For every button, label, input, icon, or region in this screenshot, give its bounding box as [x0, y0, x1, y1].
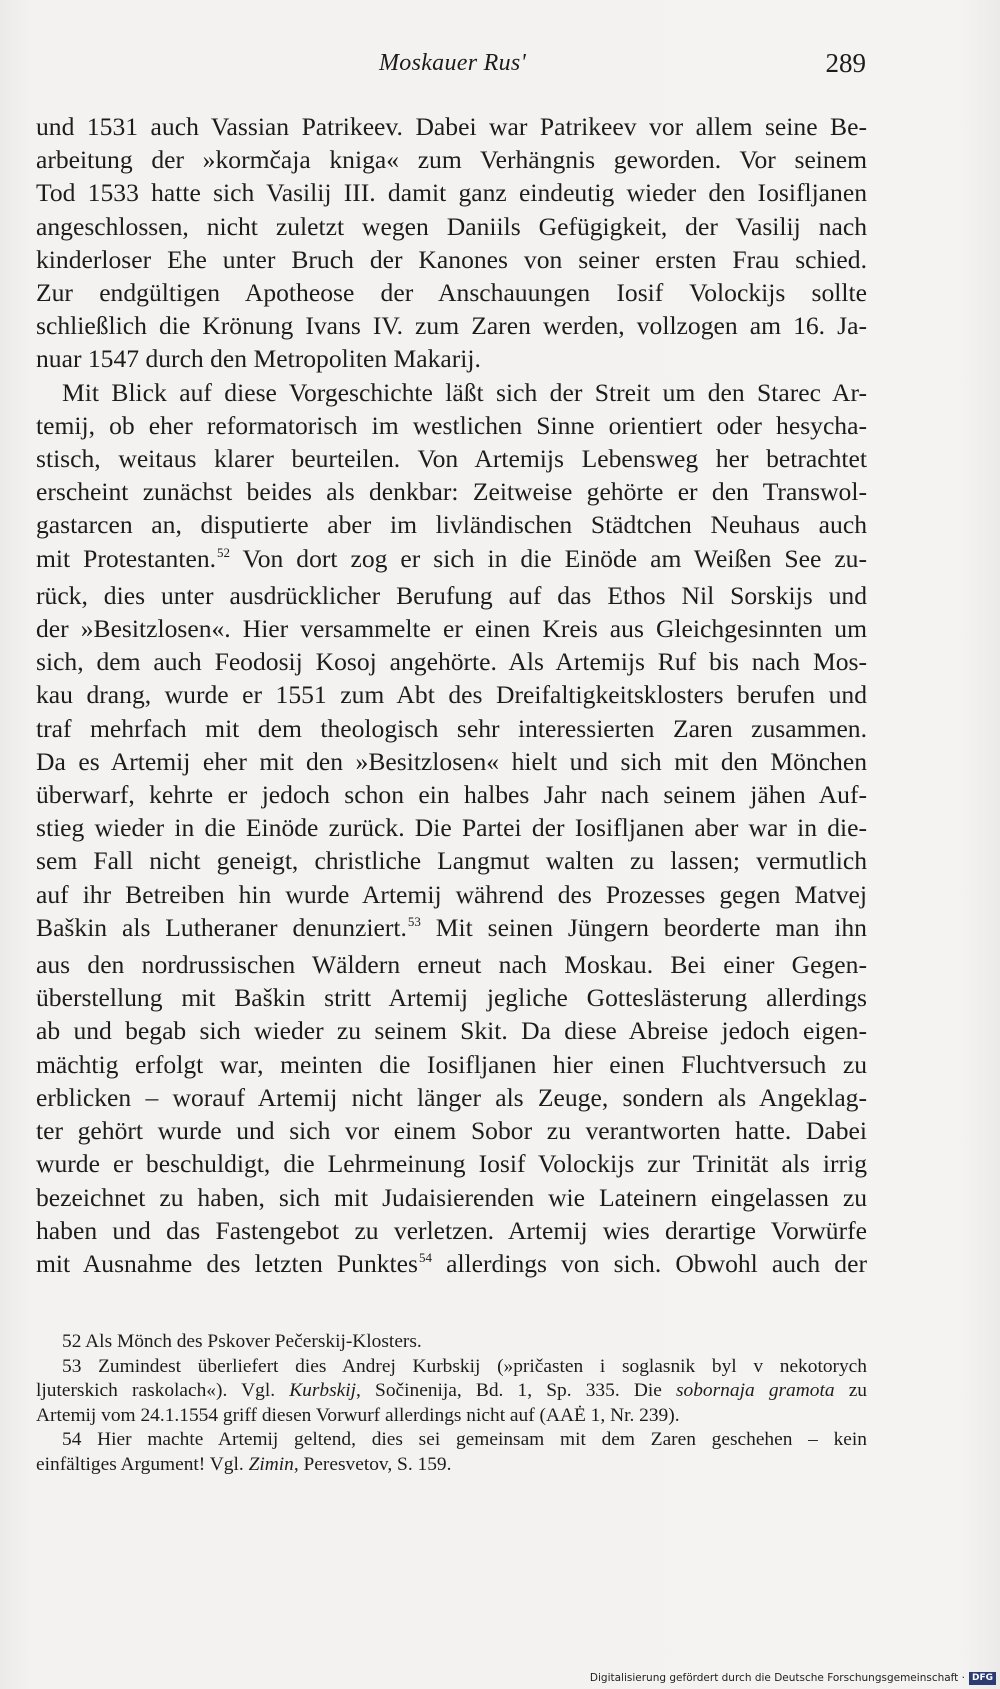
- text-line: gastarcen an, disputierte aber im livländischen Städtchen Neuhaus auch: [36, 510, 867, 540]
- text-line: traf mehrfach mit dem theologisch sehr interessierten Zaren zusammen.: [36, 713, 867, 743]
- text-line: nuar 1547 durch den Metropoliten Makarij.: [36, 344, 481, 374]
- text-line: kau drang, wurde er 1551 zum Abt des Dreifaltigkeitsklosters berufen und: [36, 680, 867, 710]
- text-line: erscheint zunächst beides als denkbar: Zeitweise gehörte er den Transwol-: [36, 477, 867, 507]
- text-line: Da es Artemij eher mit den »Besitzlosen« hielt und sich mit den Mönchen: [36, 746, 867, 776]
- text-line: mächtig erfolgt war, meinten die Iosifljanen hier einen Fluchtversuch zu: [36, 1049, 867, 1079]
- text-line: aus den nordrussischen Wäldern erneut nach Moskau. Bei einer Gegen-: [36, 950, 867, 980]
- text-segment: mit Ausnahme des letzten Punktes: [36, 1248, 418, 1278]
- text-line: ter gehört wurde und sich vor einem Sobor zu verantworten hatte. Dabei: [36, 1116, 867, 1146]
- text-line: [36, 911, 867, 948]
- text-line: arbeitung der »kormčaja kniga« zum Verhängnis geworden. Vor seinem: [36, 145, 867, 175]
- text-segment: allerdings von sich. Obwohl auch der: [446, 1248, 867, 1278]
- text-line: überwarf, kehrte er jedoch schon ein halbes Jahr nach seinem jähen Auf-: [36, 780, 867, 810]
- footnote-text: Als Mönch des Pskover Pečerskij-Klosters.: [85, 1331, 422, 1352]
- footnote-ref-52: 52: [217, 544, 231, 560]
- footnote-53-line: [36, 1355, 867, 1380]
- footnote-title: sobornaja gramota: [676, 1380, 835, 1402]
- footnote-53-line: Artemij vom 24.1.1554 griff diesen Vorwurf allerdings nicht auf (AAĖ 1, Nr. 239).: [36, 1404, 680, 1426]
- footnote-number: 52: [62, 1331, 82, 1352]
- text-segment: Von dort zog er sich in die Einöde am Weißen See zu-: [242, 543, 867, 573]
- text-segment: Mit seinen Jüngern beorderte man ihn: [435, 912, 867, 942]
- text-line: überstellung mit Baškin stritt Artemij jegliche Gotteslästerung allerdings: [36, 983, 867, 1013]
- footnote-text: , Peresvetov, S. 159.: [293, 1453, 452, 1475]
- text-segment: mit Protestanten.: [36, 543, 217, 573]
- text-line: und 1531 auch Vassian Patrikeev. Dabei war Patrikeev vor allem seine Be-: [36, 112, 867, 141]
- text-line: stisch, weitaus klarer beurteilen. Von Artemijs Lebensweg her betrachtet: [36, 444, 867, 474]
- text-line: [36, 1247, 867, 1284]
- text-line: ab und begab sich wieder zu seinem Skit. Da diese Abreise jedoch eigen-: [36, 1016, 867, 1046]
- footnote-text: , Sočinenija, Bd. 1, Sp. 335. Die: [356, 1380, 676, 1402]
- footnote-text: Hier machte Artemij geltend, dies sei gemeinsam mit dem Zaren geschehen – kein: [97, 1429, 867, 1451]
- text-line: der »Besitzlosen«. Hier versammelte er einen Kreis aus Gleichgesinnten um: [36, 614, 867, 644]
- footnote-ref-53: 53: [407, 913, 421, 929]
- footnote-text: ljuterskich raskolach«). Vgl.: [36, 1380, 290, 1402]
- text-line: wurde er beschuldigt, die Lehrmeinung Iosif Volockijs zur Trinität als irrig: [36, 1149, 867, 1179]
- footnote-author: Zimin: [248, 1453, 294, 1475]
- text-line: [36, 542, 867, 579]
- page-number: 289: [825, 48, 866, 78]
- footnote-text: zu: [834, 1380, 867, 1402]
- footnote-53-line: [36, 1379, 867, 1404]
- footnote-ref-54: 54: [418, 1249, 432, 1265]
- text-line: haben und das Fastengebot zu verletzen. Artemij wies derartige Vorwürfe: [36, 1215, 867, 1245]
- dfg-logo-icon: DFG: [969, 1672, 996, 1685]
- footnote-number: 53: [62, 1355, 82, 1377]
- text-line: angeschlossen, nicht zuletzt wegen Daniils Gefügigkeit, der Vasilij nach: [36, 211, 867, 241]
- digitization-footer: [526, 1667, 1000, 1689]
- text-line: schließlich die Krönung Ivans IV. zum Zaren werden, vollzogen am 16. Ja-: [36, 311, 867, 341]
- text-line: Mit Blick auf diese Vorgeschichte läßt sich der Streit um den Starec Ar-: [62, 377, 867, 407]
- text-line: stieg wieder in die Einöde zurück. Die Partei der Iosifljanen aber war in die-: [36, 813, 867, 843]
- footnotes: [36, 1330, 867, 1478]
- footnote-54-line: [36, 1428, 867, 1453]
- footnote-number: 54: [62, 1429, 82, 1451]
- text-segment: Baškin als Lutheraner denunziert.: [36, 912, 407, 942]
- text-line: rück, dies unter ausdrücklicher Berufung auf das Ethos Nil Sorskijs und: [36, 580, 867, 610]
- text-line: temij, ob eher reformatorisch im westlichen Sinne orientiert oder hesycha-: [36, 410, 867, 440]
- running-head: [36, 46, 866, 86]
- text-line: Zur endgültigen Apotheose der Anschauungen Iosif Volockijs sollte: [36, 278, 867, 308]
- text-line: auf ihr Betreiben hin wurde Artemij während des Prozesses gegen Matvej: [36, 879, 867, 909]
- body-text: [36, 110, 867, 1284]
- footnote-text: Zumindest überliefert dies Andrej Kurbskij (»pričasten i soglasnik byl v nekotorych: [98, 1355, 867, 1377]
- footnote-author: Kurbskij: [289, 1380, 357, 1402]
- running-title: Moskauer Rus': [379, 50, 527, 76]
- text-line: bezeichnet zu haben, sich mit Judaisierenden wie Lateinern eingelassen zu: [36, 1182, 867, 1212]
- footer-text: Digitalisierung gefördert durch die Deutsche Forschungsgemeinschaft ·: [589, 1672, 965, 1684]
- text-line: sem Fall nicht geneigt, christliche Langmut walten zu lassen; vermutlich: [36, 846, 867, 876]
- text-line: sich, dem auch Feodosij Kosoj angehörte. Als Artemijs Ruf bis nach Mos-: [36, 647, 867, 677]
- footnote-52: [36, 1330, 867, 1355]
- footnote-text: einfältiges Argument! Vgl.: [36, 1453, 249, 1475]
- text-line: kinderloser Ehe unter Bruch der Kanones von seiner ersten Frau schied.: [36, 244, 867, 274]
- text-line: erblicken – worauf Artemij nicht länger als Zeuge, sondern als Angeklag-: [36, 1082, 867, 1112]
- footnote-54-line: [36, 1453, 867, 1478]
- text-line: Tod 1533 hatte sich Vasilij III. damit ganz eindeutig wieder den Iosifljanen: [36, 178, 867, 208]
